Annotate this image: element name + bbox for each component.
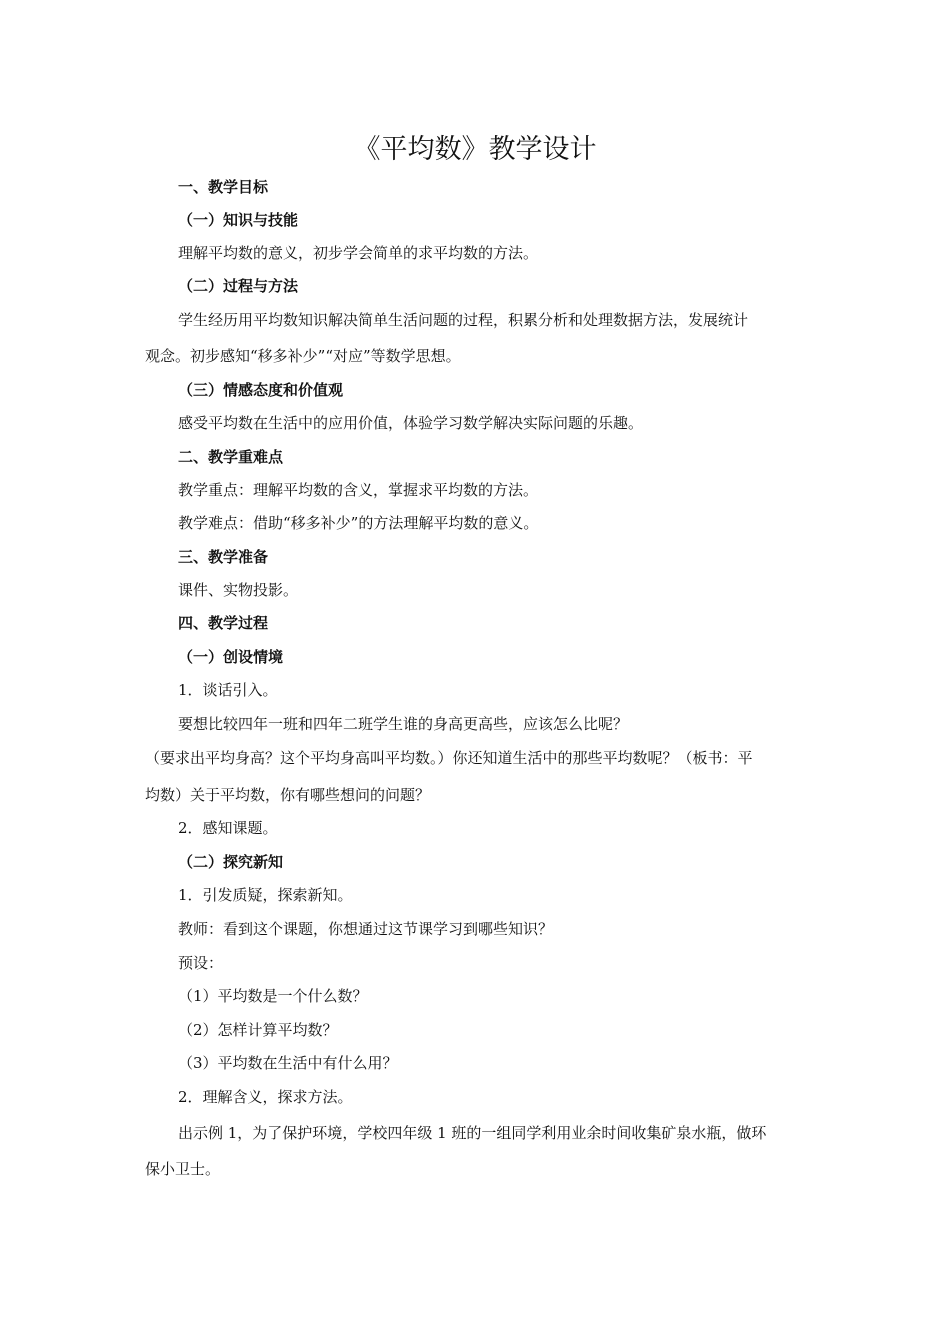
paragraph-process-method-line1: 学生经历用平均数知识解决简单生活问题的过程，积累分析和处理数据方法，发展统计	[178, 311, 749, 329]
list-item-question-3: （3）平均数在生活中有什么用？	[178, 1054, 398, 1072]
paragraph-key-point: 教学重点：理解平均数的含义，掌握求平均数的方法。	[178, 481, 539, 499]
heading-teaching-preparation: 三、教学准备	[178, 548, 269, 566]
paragraph-example-1-line1: 出示例 1，为了保护环境，学校四年级 1 班的一组同学利用业余时间收集矿泉水瓶，做环	[178, 1124, 767, 1142]
paragraph-example-1-line2: 保小卫士。	[145, 1160, 221, 1178]
paragraph-step-2-understand: 2．理解含义，探求方法。	[178, 1088, 353, 1106]
subheading-process-method: （二）过程与方法	[178, 277, 299, 295]
subheading-create-situation: （一）创设情境	[178, 648, 284, 666]
paragraph-teacher-question: 教师：看到这个课题，你想通过这节课学习到哪些知识？	[178, 920, 554, 938]
heading-teaching-process: 四、教学过程	[178, 614, 269, 632]
paragraph-step-2-perceive: 2．感知课题。	[178, 819, 278, 837]
heading-key-difficult-points: 二、教学重难点	[178, 448, 284, 466]
heading-teaching-goals: 一、教学目标	[178, 178, 269, 196]
paragraph-step-1-question: 1．引发质疑，探索新知。	[178, 886, 353, 904]
paragraph-preset: 预设：	[178, 954, 224, 972]
subheading-explore-new-knowledge: （二）探究新知	[178, 853, 284, 871]
paragraph-attitude-values: 感受平均数在生活中的应用价值，体验学习数学解决实际问题的乐趣。	[178, 414, 644, 432]
paragraph-compare-height: 要想比较四年一班和四年二班学生谁的身高更高些，应该怎么比呢？	[178, 715, 629, 733]
paragraph-preparation: 课件、实物投影。	[178, 581, 299, 599]
list-item-question-2: （2）怎样计算平均数？	[178, 1021, 338, 1039]
paragraph-process-method-line2: 观念。初步感知“移多补少”“对应”等数学思想。	[145, 347, 461, 365]
paragraph-knowledge-skills: 理解平均数的意义，初步学会简单的求平均数的方法。	[178, 244, 539, 262]
paragraph-difficult-point: 教学难点：借助“移多补少”的方法理解平均数的意义。	[178, 514, 539, 532]
paragraph-average-height-line2: 均数）关于平均数，你有哪些想问的问题？	[145, 786, 431, 804]
paragraph-average-height-line1: （要求出平均身高？这个平均身高叫平均数。）你还知道生活中的那些平均数呢？（板书：平	[145, 749, 753, 767]
list-item-question-1: （1）平均数是一个什么数？	[178, 987, 368, 1005]
subheading-attitude-values: （三）情感态度和价值观	[178, 381, 344, 399]
document-title: 《平均数》教学设计	[353, 134, 597, 165]
subheading-knowledge-skills: （一）知识与技能	[178, 211, 299, 229]
paragraph-step-1-intro: 1．谈话引入。	[178, 681, 278, 699]
